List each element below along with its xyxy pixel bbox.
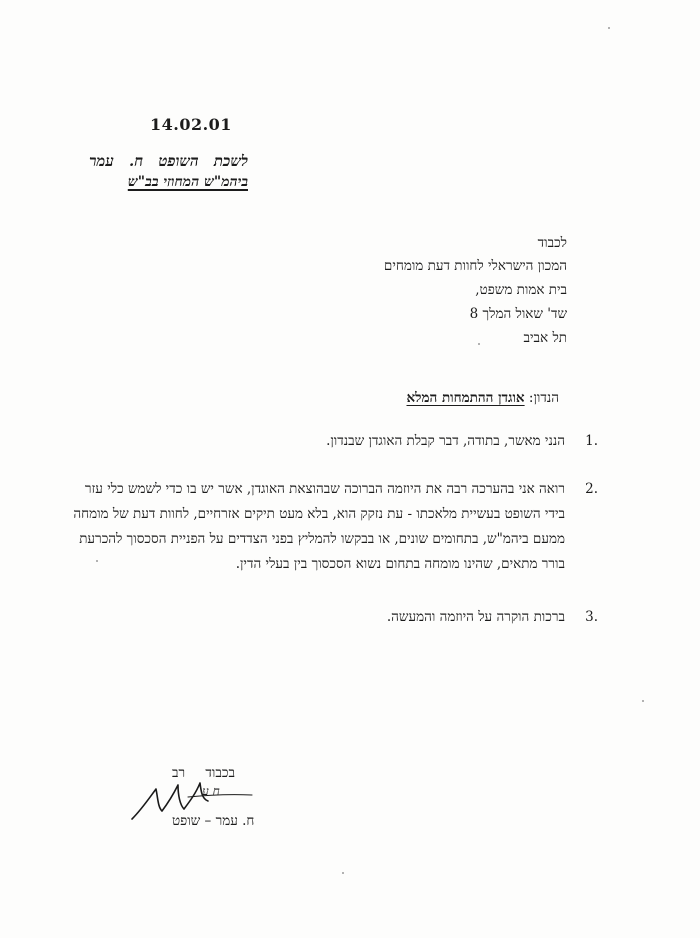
paragraph-line: בידי השופט בעשיית מלאכתו - עת נזקק הוא, בלא מעט תיקים אזרחיים, לחוות דעת של מומחה <box>73 506 565 522</box>
scan-speck <box>96 560 98 562</box>
paragraph-line: ברכות הוקרה על היוזמה והמעשה. <box>386 609 565 625</box>
subject-text: אוגדן ההתמחות המלא <box>406 390 525 406</box>
paragraph-line: בורר מתאים, שהינו מומחה בתחום נשוא הסכסוך בין בעלי הדין. <box>235 556 565 572</box>
recipient-city: תל אביב <box>523 330 567 346</box>
paragraph-line: הנני מאשר, בתודה, דבר קבלת האוגדן שבנדון. <box>326 433 565 449</box>
recipient-salutation: לכבוד <box>537 235 567 251</box>
judge-office-line: לשכת השופט ח. עמר <box>89 152 248 170</box>
paragraph-line: רואה אני בהערכה רבה את היוזמה הברוכה שבהוצאת האוגדן, אשר יש בו כדי לשמש כלי עזר <box>84 481 565 497</box>
letter-date: 14.02.01 <box>150 115 232 134</box>
scan-speck <box>642 700 644 702</box>
court-name-line: ביהמ"ש המחוזי בב"ש <box>127 174 248 190</box>
paragraph-number: 1. <box>585 433 598 449</box>
signature-initials: ח ע <box>202 784 220 798</box>
scan-speck <box>342 872 344 874</box>
scan-speck <box>478 343 480 345</box>
paragraph-number: 2. <box>585 481 598 497</box>
paragraph-number: 3. <box>585 609 598 625</box>
subject-label: הנדון: <box>528 390 559 406</box>
subject-line <box>407 390 560 406</box>
signer-name: ח. עמר – שופט <box>172 813 255 829</box>
recipient-street: שד' שאול המלך 8 <box>469 306 567 322</box>
recipient-building: בית אמות משפט, <box>475 282 567 298</box>
closing-line: בכבוד רב <box>172 765 235 781</box>
paragraph-line: ממעם ביהמ"ש, בתחומים שונים, או בבקשו להמליץ בפני הצדדים על הפניית הסכסוך להכרעת <box>79 531 565 547</box>
scan-speck <box>608 27 610 29</box>
recipient-organization: המכון הישראלי לחוות דעת מומחים <box>383 258 567 274</box>
